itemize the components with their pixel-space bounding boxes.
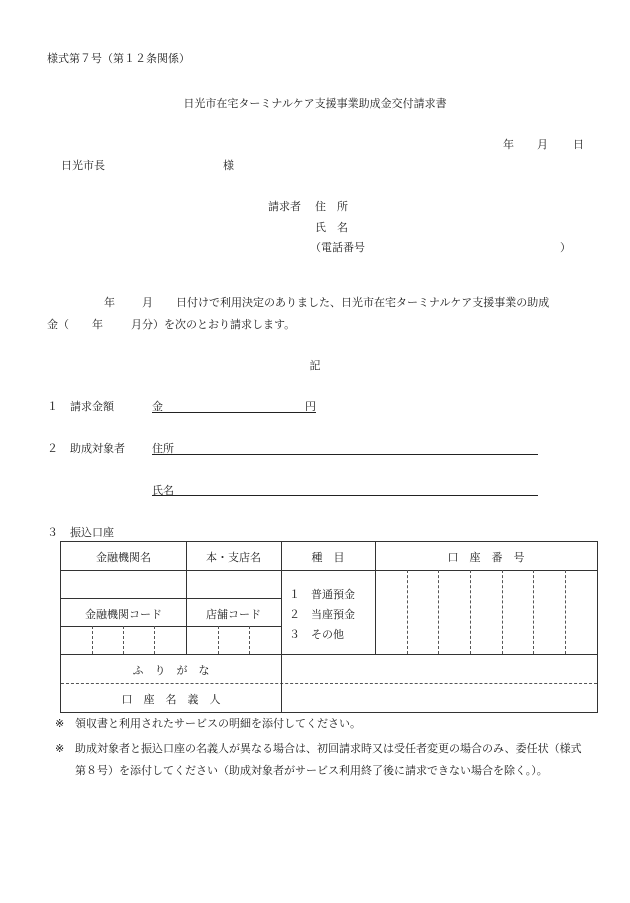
subject-name-label: 氏名: [152, 484, 174, 497]
header-account-number: 口 座 番 号: [447, 551, 525, 564]
body-month-1: 月: [142, 296, 153, 309]
body-text-1: 日付けで利用決定のありました、日光市在宅ターミナルケア支援事業の助成: [176, 296, 550, 309]
branch-name-field[interactable]: [187, 571, 281, 598]
body-year-1: 年: [104, 296, 115, 309]
date-day: 日: [573, 138, 584, 151]
header-type: 種 目: [311, 551, 345, 564]
claimant-phone-open: （電話番号: [310, 241, 365, 254]
bank-code-label: 金融機関コード: [85, 608, 162, 621]
furigana-label: ふ り が な: [132, 664, 210, 677]
ki-label: 記: [309, 359, 321, 372]
body-year-2: 年: [92, 318, 103, 331]
date-year: 年: [503, 138, 514, 151]
item-amount-label: 請求金額: [70, 400, 114, 413]
bank-name-field[interactable]: [61, 571, 186, 598]
date-month: 月: [537, 138, 548, 151]
item-amount-num: １: [47, 400, 58, 413]
type-option-1: １ 普通預金: [289, 588, 355, 601]
type-option-3: ３ その他: [289, 628, 344, 641]
item-subject-label: 助成対象者: [70, 442, 125, 455]
header-branch: 本・支店名: [206, 551, 261, 564]
note-text: 領収書と利用されたサービスの明細を添付してください。: [75, 717, 361, 730]
subject-address-label: 住所: [152, 442, 174, 455]
item-account-label: 振込口座: [70, 526, 114, 539]
account-holder-field[interactable]: [282, 684, 597, 712]
item-amount-suffix: 円: [305, 400, 316, 413]
bank-account-table: [60, 541, 598, 713]
claimant-name-label: 氏 名: [315, 221, 348, 234]
note-text: 助成対象者と振込口座の名義人が異なる場合は、初回請求時又は受任者変更の場合のみ、委任状（様式第８号）を添付してください（助成対象者がサービス利用終了後に請求できない場合を除く。）。: [75, 742, 582, 777]
item-account-num: ３: [47, 526, 58, 539]
type-option-2: ２ 当座預金: [289, 608, 355, 621]
branch-code-label: 店舗コード: [206, 608, 261, 621]
addressee-name: 日光市長: [61, 159, 105, 172]
note-mark: ※: [55, 717, 65, 730]
notes: [55, 713, 590, 782]
amount-field[interactable]: [152, 412, 316, 413]
note-2: [55, 738, 590, 782]
body-start-2: 金（: [47, 318, 69, 331]
header-bank-name: 金融機関名: [96, 551, 151, 564]
body-rest-2: 月分）を次のとおり請求します。: [131, 318, 296, 331]
subject-address-field[interactable]: [152, 454, 538, 455]
item-subject-num: ２: [47, 442, 58, 455]
furigana-field[interactable]: [282, 655, 597, 683]
item-amount-prefix: 金: [152, 400, 163, 413]
account-holder-label: 口 座 名 義 人: [121, 693, 221, 706]
note-mark: ※: [55, 742, 65, 755]
claimant-label: 請求者: [268, 200, 301, 213]
subject-name-field[interactable]: [152, 495, 538, 496]
form-title: 日光市在宅ターミナルケア支援事業助成金交付請求書: [183, 97, 447, 110]
form-number: 様式第７号（第１２条関係）: [47, 52, 190, 65]
note-1: [55, 713, 590, 735]
claimant-address-label: 住 所: [315, 200, 348, 213]
addressee-suffix: 様: [223, 159, 234, 172]
claimant-phone-close: ）: [560, 241, 571, 254]
